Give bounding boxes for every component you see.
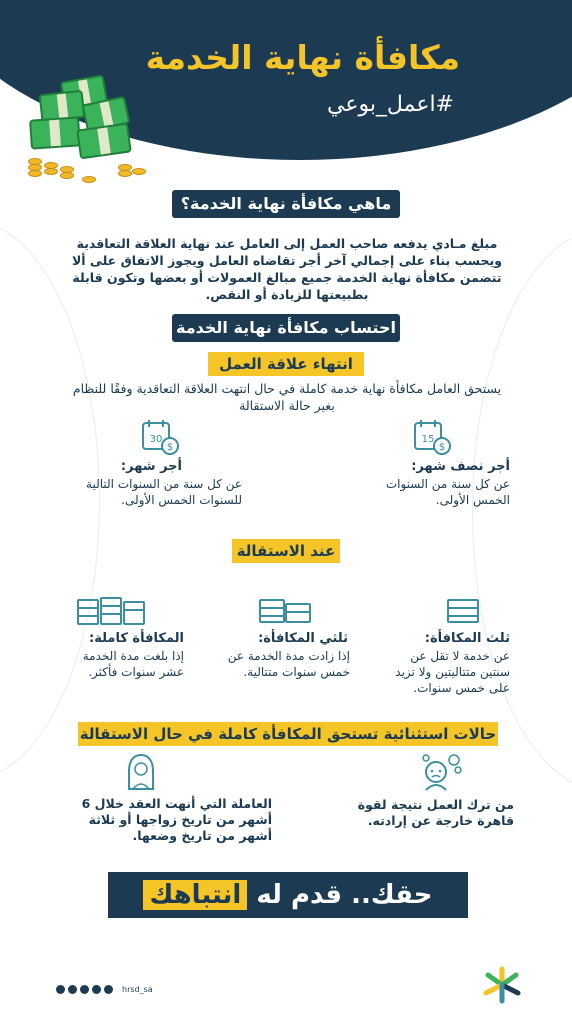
termination-body: يستحق العامل مكافأة نهاية خدمة كاملة في حال انتهت العلاقة التعاقدية وفقًا للنظام بغير حالة الاستقالة: [72, 381, 502, 413]
svg-text:15: 15: [421, 434, 435, 445]
instagram-icon[interactable]: [68, 985, 77, 994]
section-what-is-heading: ماهي مكافأة نهاية الخدمة؟: [172, 190, 400, 218]
full-month-title: أجر شهر:: [120, 459, 182, 474]
worried-person-icon: [418, 752, 464, 792]
svg-text:$: $: [166, 442, 174, 453]
facebook-icon[interactable]: [92, 985, 101, 994]
money-stack-large-icon: [76, 596, 148, 626]
money-stack-small-icon: [444, 596, 484, 624]
section-calculation-heading: احتساب مكافأة نهاية الخدمة: [172, 314, 400, 342]
full-reward-title: المكافأة كاملة:: [89, 631, 184, 646]
twitter-icon[interactable]: [56, 985, 65, 994]
money-illustration: [22, 78, 147, 188]
slogan-start: حقك.. قدم له: [247, 880, 433, 910]
money-stack-medium-icon: [258, 596, 314, 624]
social-links: [56, 985, 153, 994]
full-reward-text: إذا بلغت مدة الخدمة عشر سنوات فأكثر.: [82, 649, 184, 679]
page-title: مكافأة نهاية الخدمة: [145, 38, 460, 77]
snapchat-icon[interactable]: [104, 985, 113, 994]
what-is-body: مبلغ مـادي يدفعه صاحب العمل إلى العامل عند نهاية العلاقة التعاقدية ويحسب بناء على إجمالي آخر أجر تقاضاه العامل ويجوز الاتفاق على ألا تتضمن مكافأة نهاية الخدمة جميع مبالغ العمولات أو بعضها وتكون قابلة بطبيعتها للزيادة أو النقص.: [71, 236, 502, 302]
two-thirds-title: ثلثي المكافأة:: [258, 631, 348, 646]
one-third-title: ثلث المكافأة:: [424, 631, 510, 646]
married-woman-text: العاملة التي أنهت العقد خلال 6 أشهر من تاريخ زواجها أو ثلاثة أشهر من تاريخ وضعها.: [81, 796, 272, 843]
calendar-30-money-icon: [140, 417, 180, 457]
force-majeure-text: من ترك العمل نتيجة لقوة قاهرة خارجة عن إرادته.: [357, 797, 514, 828]
resignation-label: عند الاستقالة: [232, 539, 340, 563]
full-month-text: عن كل سنة من السنوات التالية للسنوات الخمس الأولى.: [86, 477, 242, 507]
one-third-text: عن خدمة لا تقل عن سنتين متتاليتين ولا تزيد على خمس سنوات.: [395, 649, 510, 695]
ministry-logo: [480, 965, 524, 1005]
veiled-woman-icon: [124, 753, 158, 791]
termination-label: انتهاء علاقة العمل: [208, 352, 364, 376]
slogan-highlight: انتباهك: [143, 880, 247, 910]
hashtag: #اعمل_بوعي: [326, 92, 454, 117]
half-month-text: عن كل سنة من السنوات الخمس الأولى.: [385, 477, 510, 507]
youtube-icon[interactable]: [80, 985, 89, 994]
two-thirds-text: إذا زادت مدة الخدمة عن خمس سنوات متتالية.: [227, 649, 350, 679]
slogan-text: [108, 872, 468, 918]
half-month-title: أجر نصف شهر:: [411, 459, 510, 474]
social-handle[interactable]: hrsd_sa: [122, 985, 153, 994]
calendar-15-money-icon: [412, 417, 452, 457]
svg-text:$: $: [438, 442, 446, 453]
exceptions-label: حالات استثنائية تستحق المكافأة كاملة في حال الاستقالة: [78, 722, 498, 746]
decorative-curve-right: [472, 230, 572, 790]
svg-text:30: 30: [149, 434, 163, 445]
